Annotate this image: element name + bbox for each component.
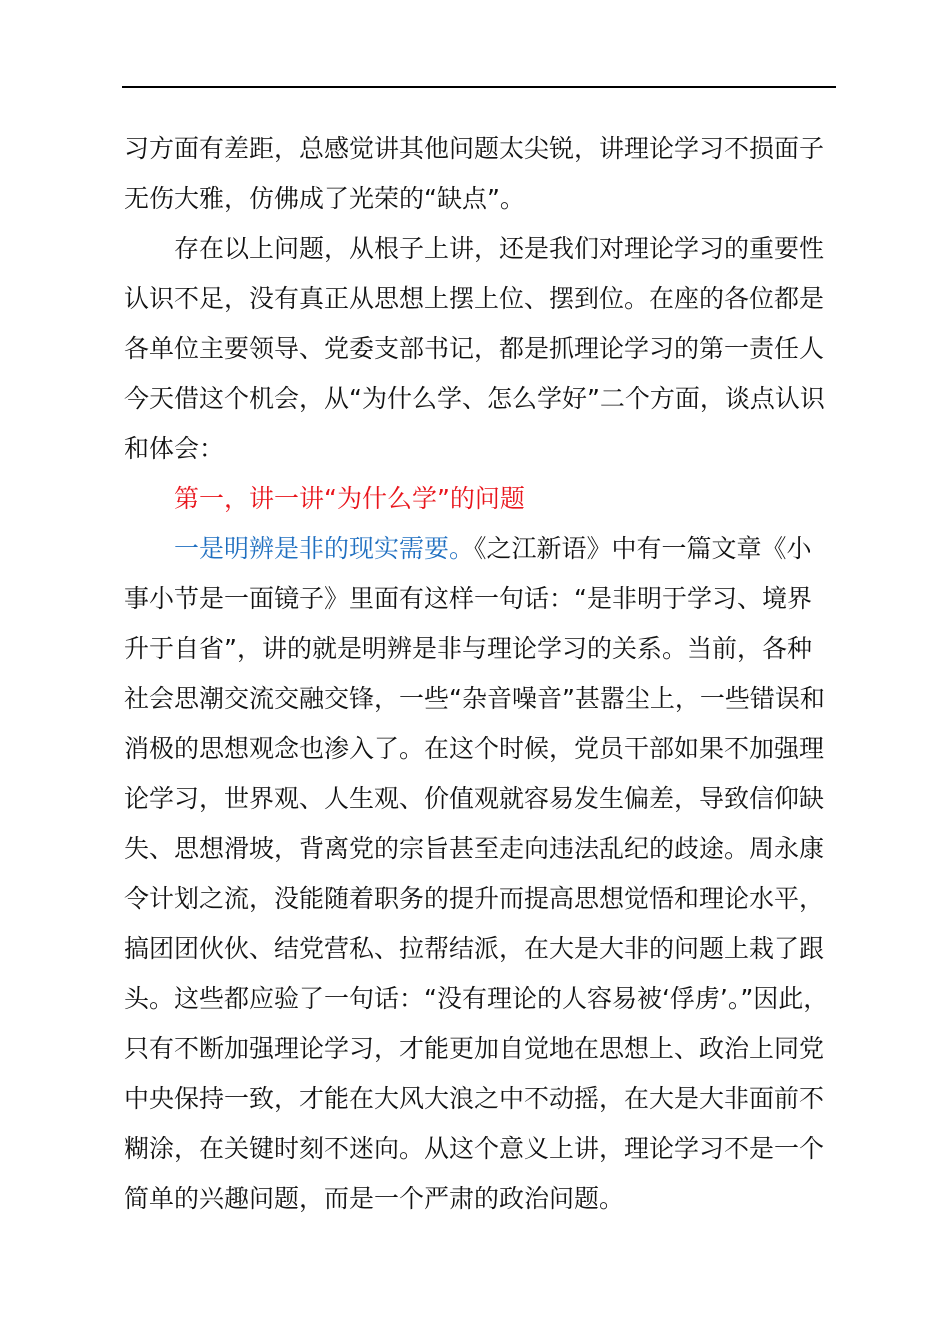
header-rule (122, 86, 836, 88)
paragraph-start-line (124, 524, 864, 574)
text-line: 令计划之流，没能随着职务的提升而提高思想觉悟和理论水平， (124, 884, 825, 913)
text-line: 和体会： (124, 434, 225, 463)
text-line: 今天借这个机会，从“为什么学、怎么学好”二个方面，谈点认识 (124, 384, 825, 413)
text-line: 简单的兴趣问题，而是一个严肃的政治问题。 (124, 1184, 625, 1213)
subheading-phrase: 一是明辨是非的现实需要。 (174, 534, 475, 563)
text-line: 认识不足，没有真正从思想上摆上位、摆到位。在座的各位都是 (124, 284, 825, 313)
section-heading: 第一，讲一讲“为什么学”的问题 (174, 484, 525, 513)
text-line: 论学习，世界观、人生观、价值观就容易发生偏差，导致信仰缺 (124, 784, 825, 813)
text-segment: 《之江新语》中有一篇文章《小 (474, 534, 812, 563)
text-line: 失、思想滑坡，背离党的宗旨甚至走向违法乱纪的歧途。周永康 (124, 834, 825, 863)
text-line: 搞团团伙伙、结党营私、拉帮结派，在大是大非的问题上栽了跟 (124, 934, 825, 963)
text-line: 糊涂，在关键时刻不迷向。从这个意义上讲，理论学习不是一个 (124, 1134, 825, 1163)
text-line: 社会思潮交流交融交锋，一些“杂音噪音”甚嚣尘上，一些错误和 (124, 684, 825, 713)
body-text (124, 124, 864, 1224)
text-line: 升于自省”，讲的就是明辨是非与理论学习的关系。当前，各种 (124, 634, 812, 663)
text-line: 事小节是一面镜子》里面有这样一句话：“是非明于学习、境界 (124, 584, 812, 613)
text-line: 头。这些都应验了一句话：“没有理论的人容易被‘俘虏’。”因此， (124, 984, 829, 1013)
text-line: 中央保持一致，才能在大风大浪之中不动摇，在大是大非面前不 (124, 1084, 825, 1113)
text-line: 消极的思想观念也渗入了。在这个时候，党员干部如果不加强理 (124, 734, 825, 763)
text-line: 只有不断加强理论学习，才能更加自觉地在思想上、政治上同党 (124, 1034, 825, 1063)
text-line: 无伤大雅，仿佛成了光荣的“缺点”。 (124, 184, 525, 213)
text-line: 各单位主要领导、党委支部书记，都是抓理论学习的第一责任人 (124, 334, 825, 363)
paragraph-start-line: 存在以上问题，从根子上讲，还是我们对理论学习的重要性 (174, 234, 825, 263)
text-line: 习方面有差距，总感觉讲其他问题太尖锐，讲理论学习不损面子 (124, 134, 825, 163)
